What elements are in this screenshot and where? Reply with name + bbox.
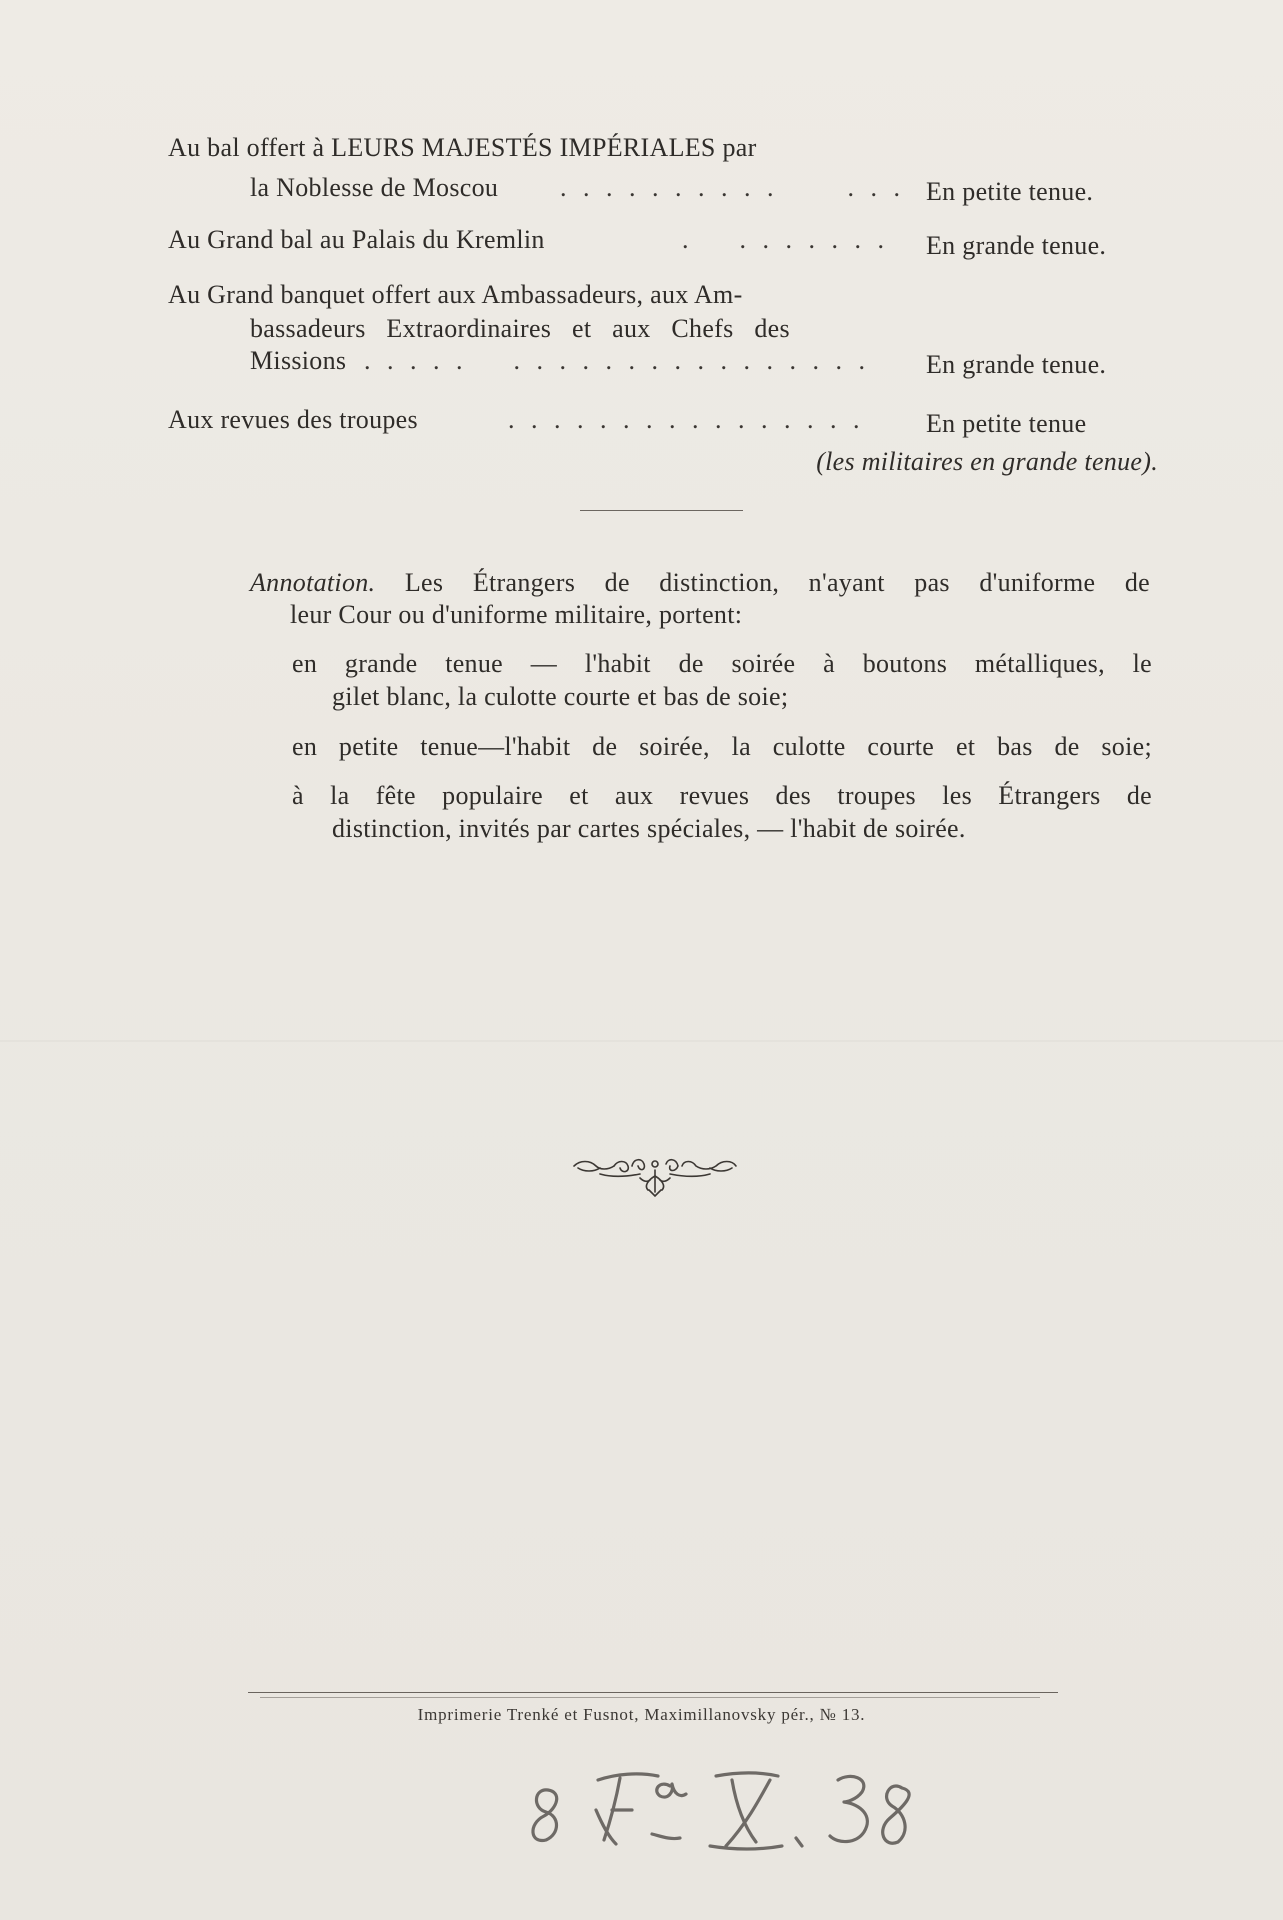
leader-dots: . . . . . . . . . . . . . . . . bbox=[508, 405, 865, 434]
item-line: gilet blanc, la culotte courte et bas de soie; bbox=[332, 682, 789, 711]
entry-line bbox=[168, 130, 912, 166]
attire-note: (les militaires en grande tenue). bbox=[816, 447, 1158, 476]
annotation-intro-line bbox=[250, 566, 1150, 599]
leader-dots: . . . . . . . . bbox=[682, 225, 889, 254]
footer-rule-bottom bbox=[260, 1697, 1040, 1698]
item-line: en grande tenue — l'habit de soirée à boutons métalliques, le bbox=[292, 649, 1152, 678]
schedule-entry-bal-noblesse bbox=[168, 130, 1158, 206]
annotation-intro: Les Étrangers de distinction, n'ayant pas d'uniforme de bbox=[404, 568, 1150, 597]
annotation-item-petite bbox=[292, 730, 1152, 763]
entry-line bbox=[168, 222, 1158, 258]
footer-rule-top bbox=[248, 1692, 1058, 1693]
attire-value: En grande tenue. bbox=[926, 350, 1107, 379]
attire-value: En grande tenue. bbox=[926, 231, 1107, 260]
entry-text: Aux revues des troupes bbox=[168, 405, 418, 434]
item-line: à la fête populaire et aux revues des troupes les Étrangers de bbox=[292, 781, 1152, 810]
item-line: distinction, invités par cartes spéciales, — l'habit de soirée. bbox=[332, 814, 966, 843]
section-divider bbox=[580, 510, 743, 511]
fold-crease bbox=[0, 1040, 1283, 1042]
annotation-intro-cont: leur Cour ou d'uniforme militaire, portent: bbox=[290, 600, 743, 629]
entry-text: Au Grand banquet offert aux Ambassadeurs, aux Am- bbox=[168, 280, 743, 309]
annotation-item-fete bbox=[292, 779, 1152, 845]
leader-dots: . . . . . . . . . . . . . . . . . . . . . bbox=[364, 346, 870, 375]
annotation-item-grande bbox=[292, 647, 1152, 713]
annotation-label: Annotation. bbox=[250, 568, 376, 597]
entry-line bbox=[168, 311, 1158, 347]
entry-text: la Noblesse de Moscou bbox=[250, 173, 499, 202]
attire-value: En petite tenue. bbox=[926, 177, 1094, 206]
entry-line bbox=[168, 170, 1158, 206]
entry-line bbox=[168, 277, 1158, 313]
ornament-icon bbox=[570, 1152, 740, 1202]
annotation-block bbox=[250, 566, 1160, 631]
printer-imprint: Imprimerie Trenké et Fusnot, Maximillanovsky pér., № 13. bbox=[417, 1705, 866, 1724]
schedule-entry-bal-kremlin bbox=[168, 222, 1158, 258]
entry-line bbox=[168, 444, 1158, 480]
entry-text: Missions bbox=[250, 346, 347, 375]
entry-text: Au bal offert à LEURS MAJESTÉS IMPÉRIALES par bbox=[168, 133, 757, 162]
entry-text: bassadeurs Extraordinaires et aux Chefs des bbox=[250, 314, 790, 343]
entry-line bbox=[168, 402, 1158, 438]
schedule-entry-banquet bbox=[168, 277, 1158, 385]
attire-value: En petite tenue bbox=[926, 409, 1087, 438]
entry-line bbox=[168, 343, 1158, 379]
leader-dots: . . . . . . . . . . . . . bbox=[560, 173, 905, 202]
entry-text: Au Grand bal au Palais du Kremlin bbox=[168, 225, 545, 254]
shelfmark-handwriting bbox=[520, 1750, 990, 1860]
schedule-entry-revues bbox=[168, 402, 1158, 474]
item-line: en petite tenue—l'habit de soirée, la culotte courte et bas de soie; bbox=[292, 732, 1152, 761]
